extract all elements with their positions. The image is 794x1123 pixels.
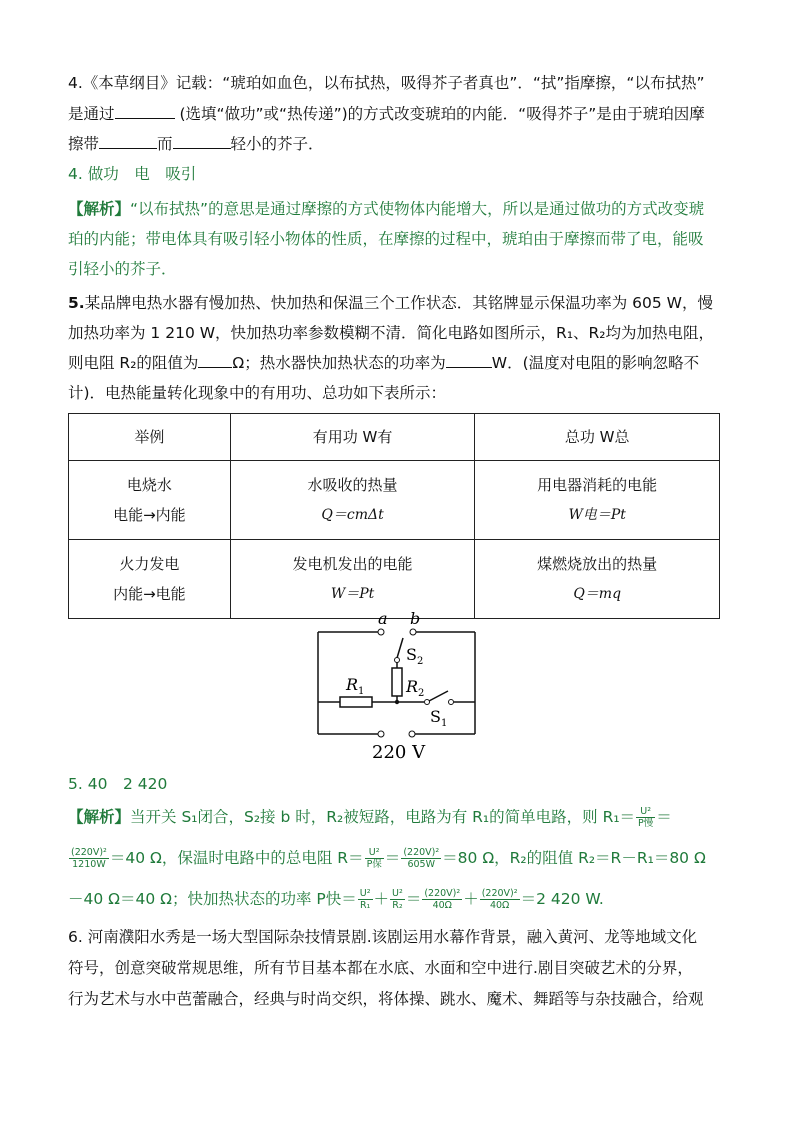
switch-s1 <box>429 691 448 701</box>
terminal-a <box>378 629 384 635</box>
table-row: 电烧水 电能→内能 水吸收的热量 Q＝cmΔt 用电器消耗的电能 W电＝Pt <box>69 461 720 540</box>
q4-analysis1: 【解析】“以布拭热”的意思是通过摩擦的方式使物体内能增大，所以是通过做功的方式改变琥 <box>68 200 705 218</box>
table-header: 举例 <box>69 414 231 461</box>
terminal-b <box>410 629 416 635</box>
resistor-r1 <box>340 697 372 707</box>
q5-analysis1: 【解析】当开关 S₁闭合，S₂接 b 时，R₂被短路，电路为有 R₁的简单电路，则 R₁＝ $\frac{\text{U²}}{\text{P慢}}$ ＝ <box>68 806 672 829</box>
table-header: 有用功 W有 <box>230 414 475 461</box>
resistor-r2 <box>392 668 402 696</box>
answer-blank <box>115 104 175 119</box>
label-r1: $R_1$ <box>346 675 365 697</box>
q5-line1: 5.某品牌电热水器有慢加热、快加热和保温三个工作状态．其铭牌显示保温功率为 605 W，慢 <box>68 294 713 312</box>
power-terminal <box>378 731 384 737</box>
q5-analysis2: $\frac{\text{(220V)²}}{1210W}$ ＝40 Ω，保温时电路中的总电阻 R＝ $\frac{\text{U²}}{\text{P保}}$ ＝ $\frac{\text{(220V)²}}{605W}$ ＝80 Ω，R₂的阻值 R₂＝R－R₁＝80 Ω <box>71 847 706 870</box>
q6-line1: 6. 河南濮阳水秀是一场大型国际杂技情景剧.该剧运用水幕作背景，融入黄河、龙等地域文化 <box>68 928 698 946</box>
label-r2: $R_2$ <box>406 677 425 699</box>
label-a: a <box>378 610 388 628</box>
q4-analysis2: 珀的内能；带电体具有吸引轻小物体的性质，在摩擦的过程中，琥珀由于摩擦而带了电，能吸 <box>68 230 704 248</box>
power-terminal <box>409 731 415 737</box>
q4-analysis3: 引轻小的芥子． <box>68 260 177 278</box>
table-header: 总功 W总 <box>475 414 720 461</box>
q4-answer: 4. 做功 电 吸引 <box>68 165 197 183</box>
label-voltage: 220 V <box>372 742 426 763</box>
switch-s2 <box>397 638 403 658</box>
q4-line3: 擦带 而 轻小的芥子． <box>68 135 324 153</box>
q6-line2: 符号，创意突破常规思维，所有节目基本都在水底、水面和空中进行.剧目突破艺术的分界， <box>68 959 693 977</box>
q6-line3: 行为艺术与水中芭蕾融合，经典与时尚交织，将体操、跳水、魔术、舞蹈等与杂技融合，给观 <box>68 990 704 1008</box>
circuit-diagram <box>300 610 490 765</box>
q5-answer: 5. 40 2 420 <box>68 775 168 793</box>
label-s2: $S_2$ <box>406 645 424 667</box>
answer-blank <box>198 353 232 368</box>
q5-line4: 计)．电热能量转化现象中的有用功、总功如下表所示： <box>68 384 447 402</box>
q4-line2: 是通过 (选填“做功”或“热传递”)的方式改变琥珀的内能．“吸得芥子”是由于琥珀因摩 <box>68 105 705 123</box>
answer-blank <box>173 134 231 149</box>
work-table <box>68 413 720 619</box>
answer-blank <box>446 353 492 368</box>
q5-line2: 加热功率为 1 210 W，快加热功率参数模糊不清．简化电路如图所示，R₁、R₂均为加热电阻， <box>68 324 715 342</box>
q5-line3: 则电阻 R₂的阻值为 Ω；热水器快加热状态的功率为 W．(温度对电阻的影响忽略不 <box>68 354 700 372</box>
answer-blank <box>99 134 157 149</box>
table-row: 火力发电 内能→电能 发电机发出的电能 W＝Pt 煤燃烧放出的热量 Q＝mq <box>69 540 720 619</box>
label-s1: $S_1$ <box>430 707 448 729</box>
q4-line1: 4.《本草纲目》记载：“琥珀如血色，以布拭热，吸得芥子者真也”．“拭”指摩擦，“以布拭热” <box>68 74 705 92</box>
q5-analysis3: －40 Ω＝40 Ω；快加热状态的功率 P快＝ $\frac{\text{U²}}{\text{R₁}}$ ＋ $\frac{\text{U²}}{\text{R₂}}$ ＝ $\frac{\text{(220V)²}}{40\Omega}$ ＋ $\frac{\text{(220V)²}}{40\Omega}$ ＝2 420 W. <box>68 888 604 911</box>
label-b: b <box>410 610 421 628</box>
